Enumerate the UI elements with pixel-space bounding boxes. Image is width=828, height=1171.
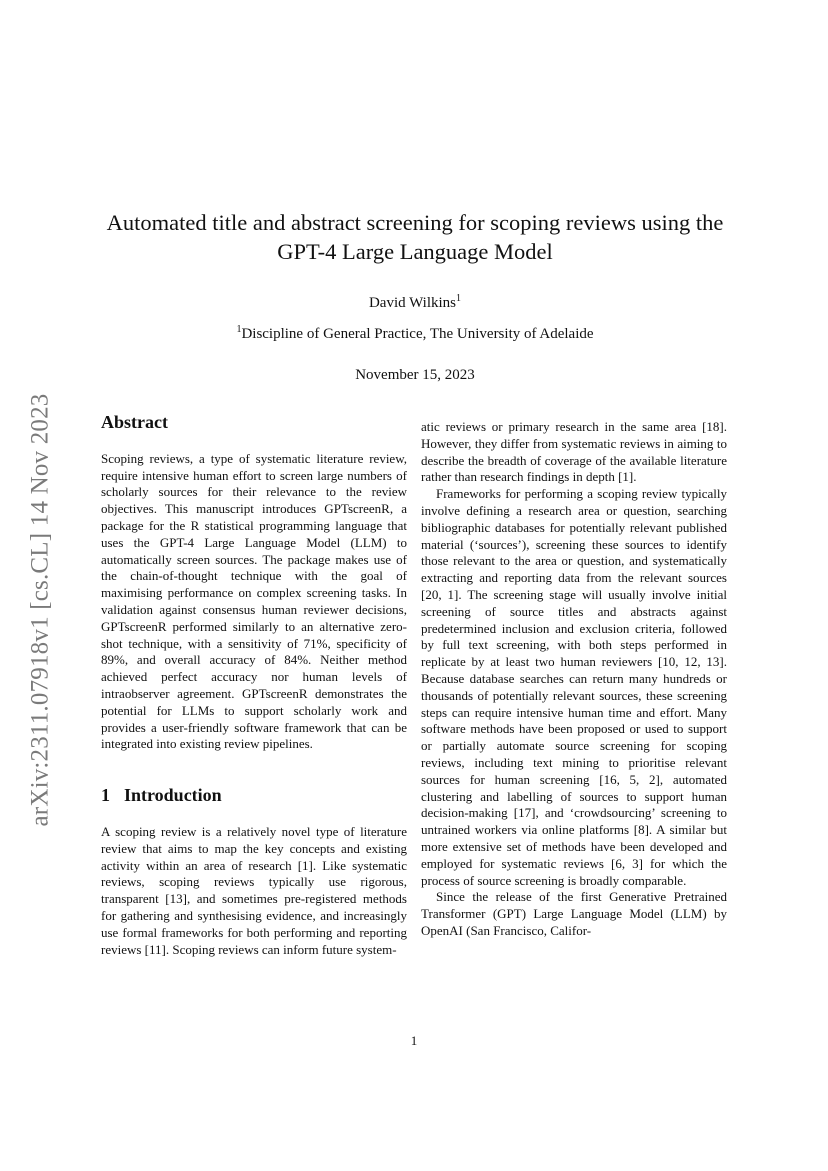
affiliation-superscript: 1 [236,323,242,335]
arxiv-identifier-text: arXiv:2311.07918v1 [cs.CL] 14 Nov 2023 [26,393,54,827]
introduction-paragraph-1: A scoping review is a relatively novel type of literature review that aims to map the key concepts and existing activity within an area of research [1]. Like systematic reviews, scoping reviews typically use rigorous, transparent [13], and sometimes pre-registered methods for gathering and synthesising evidence, and increasingly use formal frameworks for both performing and reporting reviews [11]. Scoping reviews can inform future system- [101,823,407,957]
right-paragraph-gpt: Since the release of the first Generative Pretrained Transformer (GPT) Large Language Model (LLM) by OpenAI (San Francisco, Califor- [421,889,727,938]
abstract-text: Scoping reviews, a type of systematic literature review, require intensive human effort to screen large numbers of scholarly sources for their relevance to the review objectives. This manuscript introduces GPTscreenR, a package for the R statistical programming language that uses the GPT-4 Large Language Model (LLM) to automatically screen sources. The package makes use of the chain-of-thought technique with the goal of maximising performance on complex screening tasks. In validation against consensus human reviewer decisions, GPTscreenR performed similarly to an alternative zero-shot technique, with a sensitivity of 71%, specificity of 89%, and overall accuracy of 84%. Neither method achieved perfect accuracy nor human levels of intraobserver agreement. GPTscreenR demonstrates the potential for LLMs to support scholarly work and provides a user-friendly software framework that can be integrated into existing review pipelines. [101,450,407,752]
author-name: David Wilkins [368,294,457,311]
author-superscript: 1 [456,292,462,304]
page-number: 1 [410,1033,418,1048]
arxiv-identifier-stamp [20,360,60,860]
right-paragraph-frameworks: Frameworks for performing a scoping review typically involve defining a research area or question, searching bibliographic databases for potentially relevant published material (‘sources’), screening these sources to identify those relevant to the area or question, and systematically extracting and reporting data from the relevant sources [20, 1]. The screening stage will usually involve initial screening of source titles and abstracts against predetermined inclusion and exclusion criteria, followed by full text screening, with both steps performed in replicate by at least two human reviewers [10, 12, 13]. Because database searches can return many hundreds or thousands of potentially relevant sources, these screening steps can require intensive human time and effort. Many software methods have been proposed or used to support or partially automate source screening for scoping reviews, including text mining to prioritise relevant sources for human screening [16, 5, 2], automated clustering and labelling of sources to support human decision-making [17], and ‘crowdsourcing’ screening to untrained workers via online platforms [8]. A similar but more extensive set of methods have been developed and employed for systematic reviews [6, 3] for which the process of source screening is broadly comparable. [421,486,727,888]
right-column [421,419,727,940]
paper-title: Automated title and abstract screening for scoping reviews using the GPT-4 Large Language Model [106,210,724,265]
author-line [90,293,740,312]
section-title: Introduction [124,785,222,806]
abstract-heading: Abstract [101,412,168,432]
introduction-heading [101,787,407,804]
section-spacer [101,753,407,787]
affiliation-line [90,324,740,343]
paper-date: November 15, 2023 [355,366,475,383]
section-number: 1 [101,785,110,806]
title-block [90,208,740,384]
affiliation-text: Discipline of General Practice, The University of Adelaide [241,325,594,342]
left-column [101,414,407,958]
right-paragraph-continued: atic reviews or primary research in the same area [18]. However, they differ from systematic reviews in aiming to describe the breadth of coverage of the available literature rather than research findings in depth [1]. [421,419,727,485]
